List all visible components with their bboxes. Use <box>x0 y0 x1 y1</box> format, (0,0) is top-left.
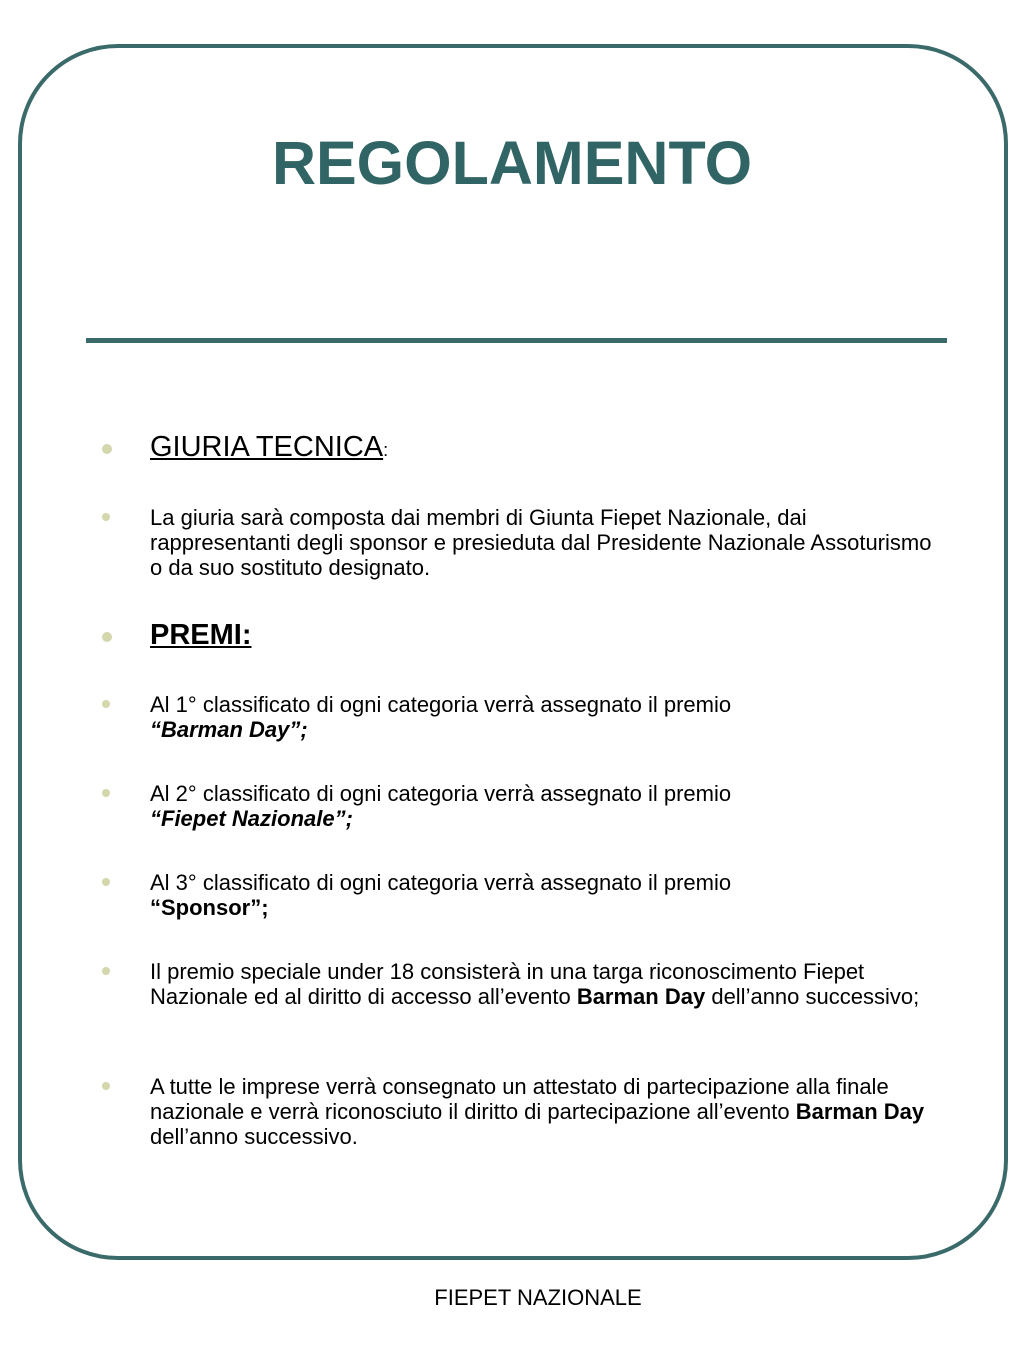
slide-title: REGOLAMENTO <box>271 129 753 197</box>
section-heading-premi <box>150 618 940 652</box>
section-heading-giuria <box>150 430 940 467</box>
bullet-icon <box>102 444 112 454</box>
all-text-after: dell’anno successivo. <box>150 1124 358 1149</box>
giuria-heading-label: GIURIA TECNICA <box>150 431 384 463</box>
first-prize-description: Al 1° classificato di ogni categoria verrà assegnato il premio <box>150 692 732 717</box>
all-event-name: Barman Day <box>795 1099 925 1124</box>
under18-event-name: Barman Day <box>576 984 706 1009</box>
all-text-before: A tutte le imprese verrà consegnato un attestato di partecipazione alla finale nazionale e verrà riconosciuto il diritto di partecipazione all’evento <box>150 1074 889 1124</box>
title-divider <box>86 338 947 343</box>
under18-text-before: Il premio speciale under 18 consisterà in una targa riconoscimento Fiepet Nazionale ed al diritto di accesso all’evento <box>150 959 865 1009</box>
bullet-icon <box>102 513 110 521</box>
first-prize-name: “Barman Day”; <box>150 717 308 742</box>
under18-text-after: dell’anno successivo; <box>711 984 920 1009</box>
giuria-text: La giuria sarà composta dai membri di Giunta Fiepet Nazionale, dai rappresentanti degli sponsor e presieduta dal Presidente Nazionale Assoturismo o da suo sostituto designato. <box>150 505 932 580</box>
third-prize-text <box>150 870 940 920</box>
third-prize-name: “Sponsor”; <box>150 895 269 920</box>
under18-prize-text <box>150 959 940 1009</box>
second-prize-name: “Fiepet Nazionale”; <box>150 806 353 831</box>
second-prize-text <box>150 781 940 831</box>
bullet-icon <box>102 967 110 975</box>
first-prize-text <box>150 692 940 742</box>
bullet-icon <box>102 632 112 642</box>
giuria-heading-colon: : <box>383 440 389 460</box>
bullet-icon <box>102 878 110 886</box>
premi-heading-label: PREMI: <box>150 619 252 651</box>
bullet-icon <box>102 700 110 708</box>
bullet-icon <box>102 789 110 797</box>
bullet-icon <box>102 1082 110 1090</box>
third-prize-description: Al 3° classificato di ogni categoria verrà assegnato il premio <box>150 870 732 895</box>
all-participants-text <box>150 1074 940 1149</box>
footer: FIEPET NAZIONALE <box>434 1285 642 1310</box>
second-prize-description: Al 2° classificato di ogni categoria verrà assegnato il premio <box>150 781 732 806</box>
